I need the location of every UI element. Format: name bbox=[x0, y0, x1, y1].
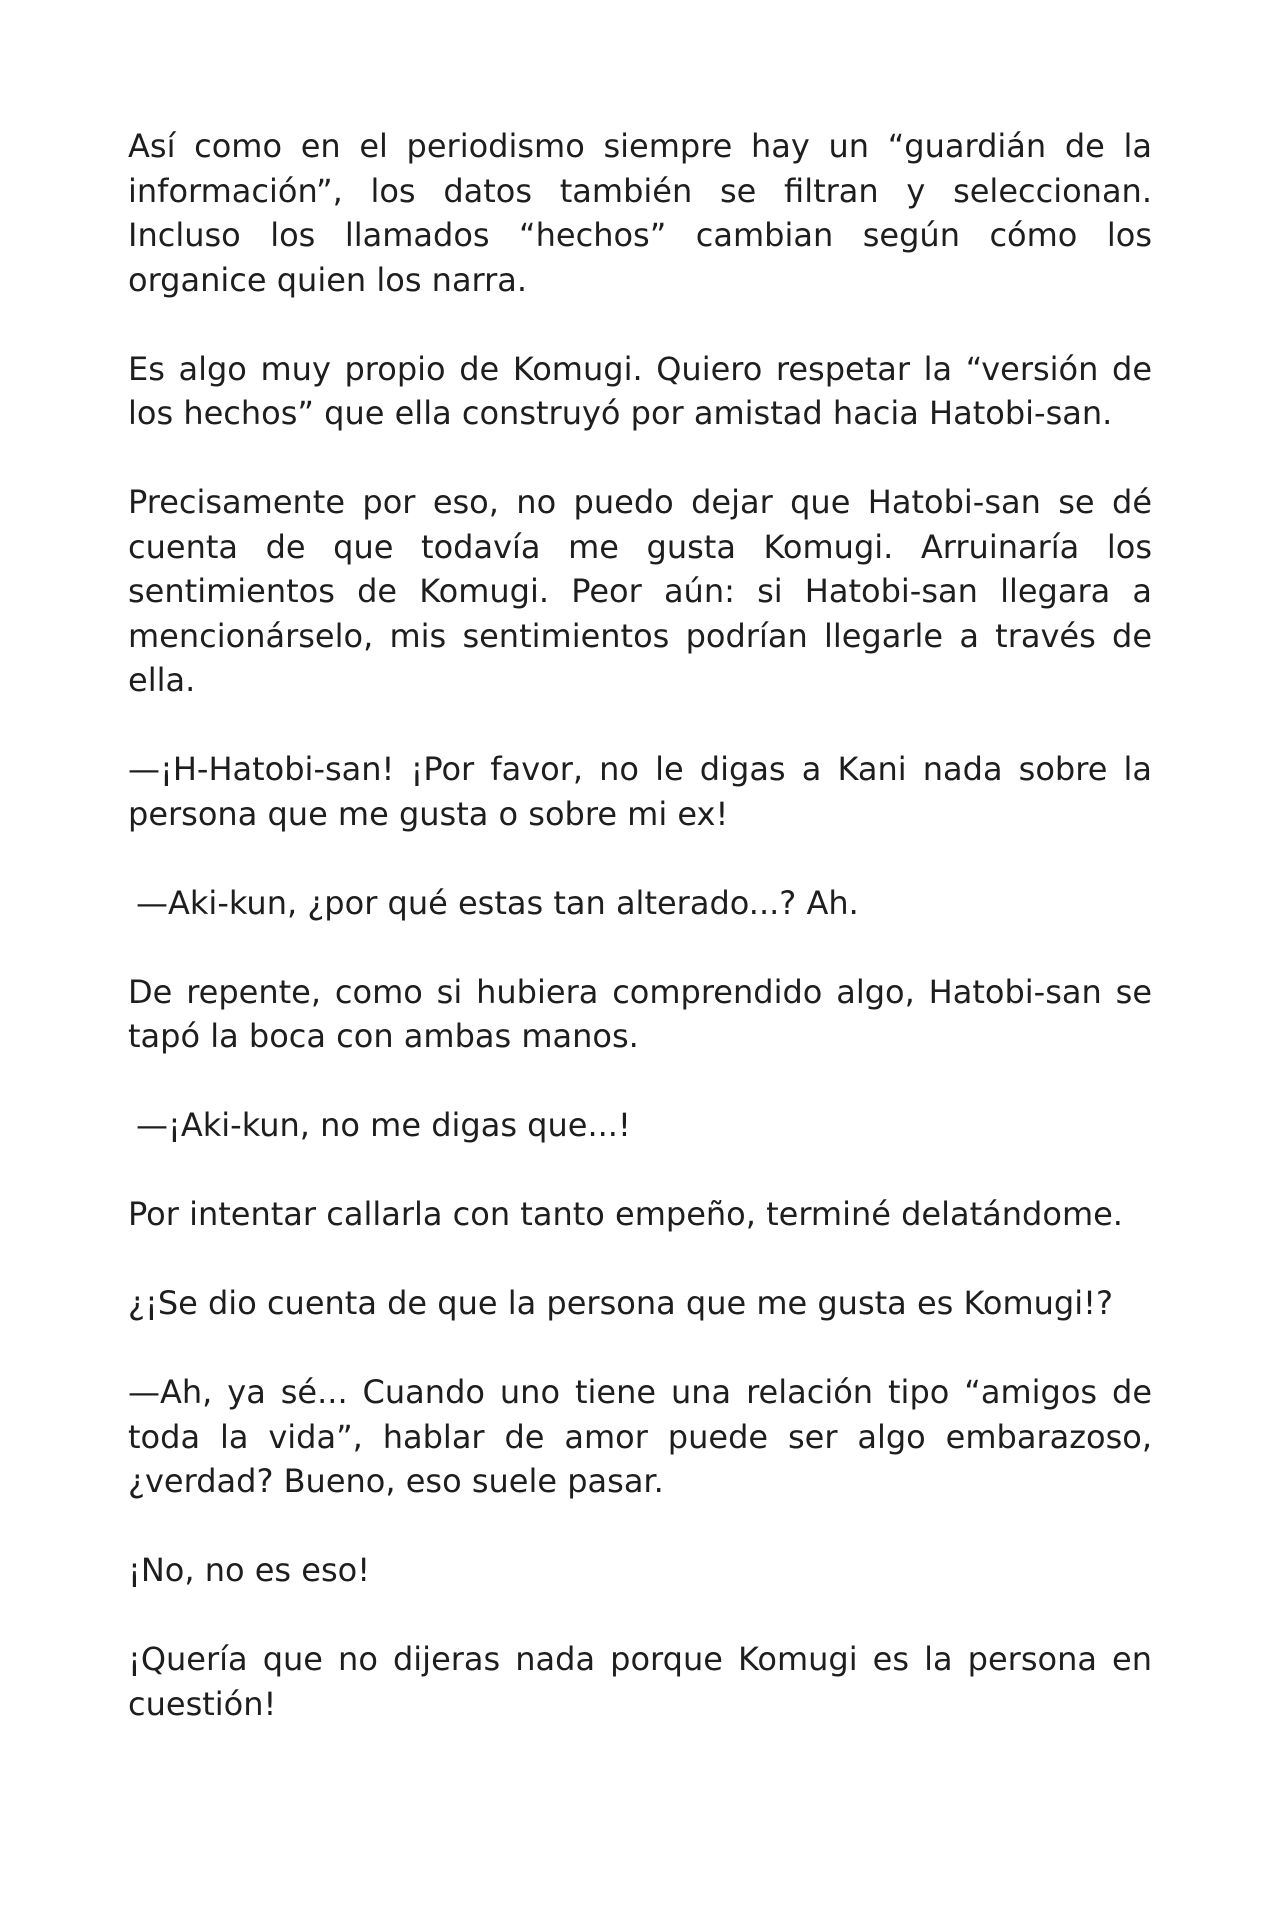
paragraph-3: Precisamente por eso, no puedo dejar que Hatobi-san se dé cuenta de que todavía me gusta Komugi. Arruinaría los sentimientos de Komugi. Peor aún: si Hatobi-san llegara a mencionárselo, mis sentimientos podrían llegarle a través de ella. bbox=[128, 483, 1152, 699]
paragraph-10: —Ah, ya sé... Cuando uno tiene una relación tipo “amigos de toda la vida”, hablar de amor puede ser algo embarazoso, ¿verdad? Bueno, eso suele pasar. bbox=[128, 1373, 1152, 1500]
paragraph-4: —¡H-Hatobi-san! ¡Por favor, no le digas a Kani nada sobre la persona que me gusta o sobre mi ex! bbox=[128, 750, 1152, 833]
document-page bbox=[128, 124, 1152, 1771]
paragraph-5: —Aki-kun, ¿por qué estas tan alterado...? Ah. bbox=[136, 883, 859, 922]
paragraph-8: Por intentar callarla con tanto empeño, terminé delatándome. bbox=[128, 1195, 1123, 1233]
paragraph-1: Así como en el periodismo siempre hay un “guardián de la información”, los datos también se filtran y seleccionan. Incluso los llamados “hechos” cambian según cómo los organice quien los narra. bbox=[128, 127, 1152, 299]
paragraph-9: ¿¡Se dio cuenta de que la persona que me gusta es Komugi!? bbox=[128, 1284, 1113, 1322]
paragraph-6: De repente, como si hubiera comprendido algo, Hatobi-san se tapó la boca con ambas manos. bbox=[128, 972, 1152, 1055]
paragraph-2: Es algo muy propio de Komugi. Quiero respetar la “versión de los hechos” que ella construyó por amistad hacia Hatobi-san. bbox=[128, 349, 1152, 432]
paragraph-7: —¡Aki-kun, no me digas que...! bbox=[136, 1106, 631, 1144]
paragraph-11: ¡No, no es eso! bbox=[128, 1551, 371, 1589]
paragraph-12: ¡Quería que no dijeras nada porque Komugi es la persona en cuestión! bbox=[128, 1640, 1152, 1723]
